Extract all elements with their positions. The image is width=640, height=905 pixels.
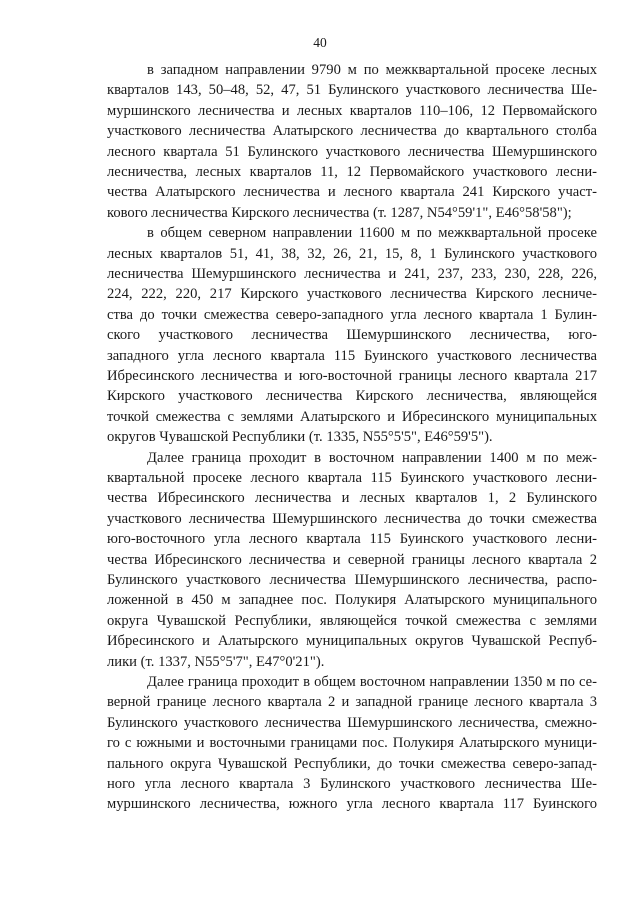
text-line: в западном направлении 9790 м по межквартальной просеке лесных xyxy=(147,62,597,78)
text-line: чества Ибресинского лесничества и северной границы лесного квартала 2 xyxy=(107,551,597,568)
text-line: муршинского лесничества, южного угла лесного квартала 117 Буинского xyxy=(107,796,597,813)
text-line: Далее граница проходит в восточном направлении 1400 м по меж- xyxy=(147,449,597,466)
text-line: Далее граница проходит в общем восточном направлении 1350 м по се- xyxy=(147,674,597,690)
text-line: чества Алатырского лесничества и лесного квартала 241 Кирского участ- xyxy=(107,184,597,201)
text-line: Булинского участкового лесничества Шемуршинского лесничества, смежно- xyxy=(107,714,597,731)
text-line: точкой смежества с землями Алатырского и Ибресинского муниципальных xyxy=(107,408,597,425)
text-line: лесных кварталов 51, 41, 38, 32, 26, 21, 15, 8, 1 Булинского участкового xyxy=(107,245,597,262)
text-line: ложенной в 450 м западнее пос. Полукиря Алатырского муниципального xyxy=(107,592,597,609)
text-line: лики (т. 1337, N55°5'7", E47°0'21"). xyxy=(107,653,325,670)
text-line: пального округа Чувашской Республики, до точки смежества северо-запад- xyxy=(107,755,597,772)
text-line: округа Чувашской Республики, являющейся точкой смежества с землями xyxy=(107,612,597,629)
text-line: кового лесничества Кирского лесничества (т. 1287, N54°59'1", E46°58'58"); xyxy=(107,204,572,221)
page-number: 40 xyxy=(313,35,327,50)
text-line: го с южными и восточными границами пос. Полукиря Алатырского муници- xyxy=(107,735,597,752)
text-line: муршинского лесничества и лесных кварталов 110–106, 12 Первомайского xyxy=(107,102,597,119)
text-line: кварталов 143, 50–48, 52, 47, 51 Булинского участкового лесничества Ше- xyxy=(107,82,597,99)
text-line: участкового лесничества Шемуршинского лесничества до точки смежества xyxy=(107,510,597,527)
text-line: Булинского участкового лесничества Шемуршинского лесничества, распо- xyxy=(107,572,597,588)
text-line: чества Ибресинского лесничества и лесных кварталов 1, 2 Булинского xyxy=(107,490,597,507)
text-line: 224, 222, 220, 217 Кирского участкового лесничества Кирского лесниче- xyxy=(107,286,597,303)
text-line: ства до точки смежества северо-западного угла лесного квартала 1 Булин- xyxy=(107,306,597,323)
text-line: юго-восточного угла лесного квартала 115 Буинского участкового лесни- xyxy=(107,531,597,548)
text-line: лесного квартала 51 Булинского участкового лесничества Шемуршинского xyxy=(107,143,597,160)
text-line: лесничества Шемуршинского лесничества и 241, 237, 233, 230, 228, 226, xyxy=(107,266,597,282)
text-line: лесничества, лесных кварталов 11, 12 Первомайского участкового лесни- xyxy=(107,164,597,180)
text-line: участкового лесничества Алатырского лесничества до квартального столба xyxy=(107,123,597,140)
text-line: ного угла лесного квартала 3 Булинского участкового лесничества Ше- xyxy=(107,776,597,792)
text-line: западного угла лесного квартала 115 Буинского участкового лесничества xyxy=(107,347,597,364)
text-line: квартальной просеке лесного квартала 115 Буинского участкового лесни- xyxy=(107,470,597,486)
text-line: Ибресинского лесничества и юго-восточной границы лесного квартала 217 xyxy=(107,368,597,384)
text-line: Кирского участкового лесничества Кирского лесничества, являющейся xyxy=(107,388,597,405)
text-line: ского участкового лесничества Шемуршинского лесничества, юго- xyxy=(107,327,597,344)
text-line: Ибресинского и Алатырского муниципальных округов Чувашской Респуб- xyxy=(107,633,597,650)
text-line: в общем северном направлении 11600 м по межквартальной просеке xyxy=(147,225,597,242)
text-line: верной границе лесного квартала 2 и западной границе лесного квартала 3 xyxy=(107,694,597,711)
text-line: округов Чувашской Республики (т. 1335, N55°5'5", E46°59'5"). xyxy=(107,429,493,446)
